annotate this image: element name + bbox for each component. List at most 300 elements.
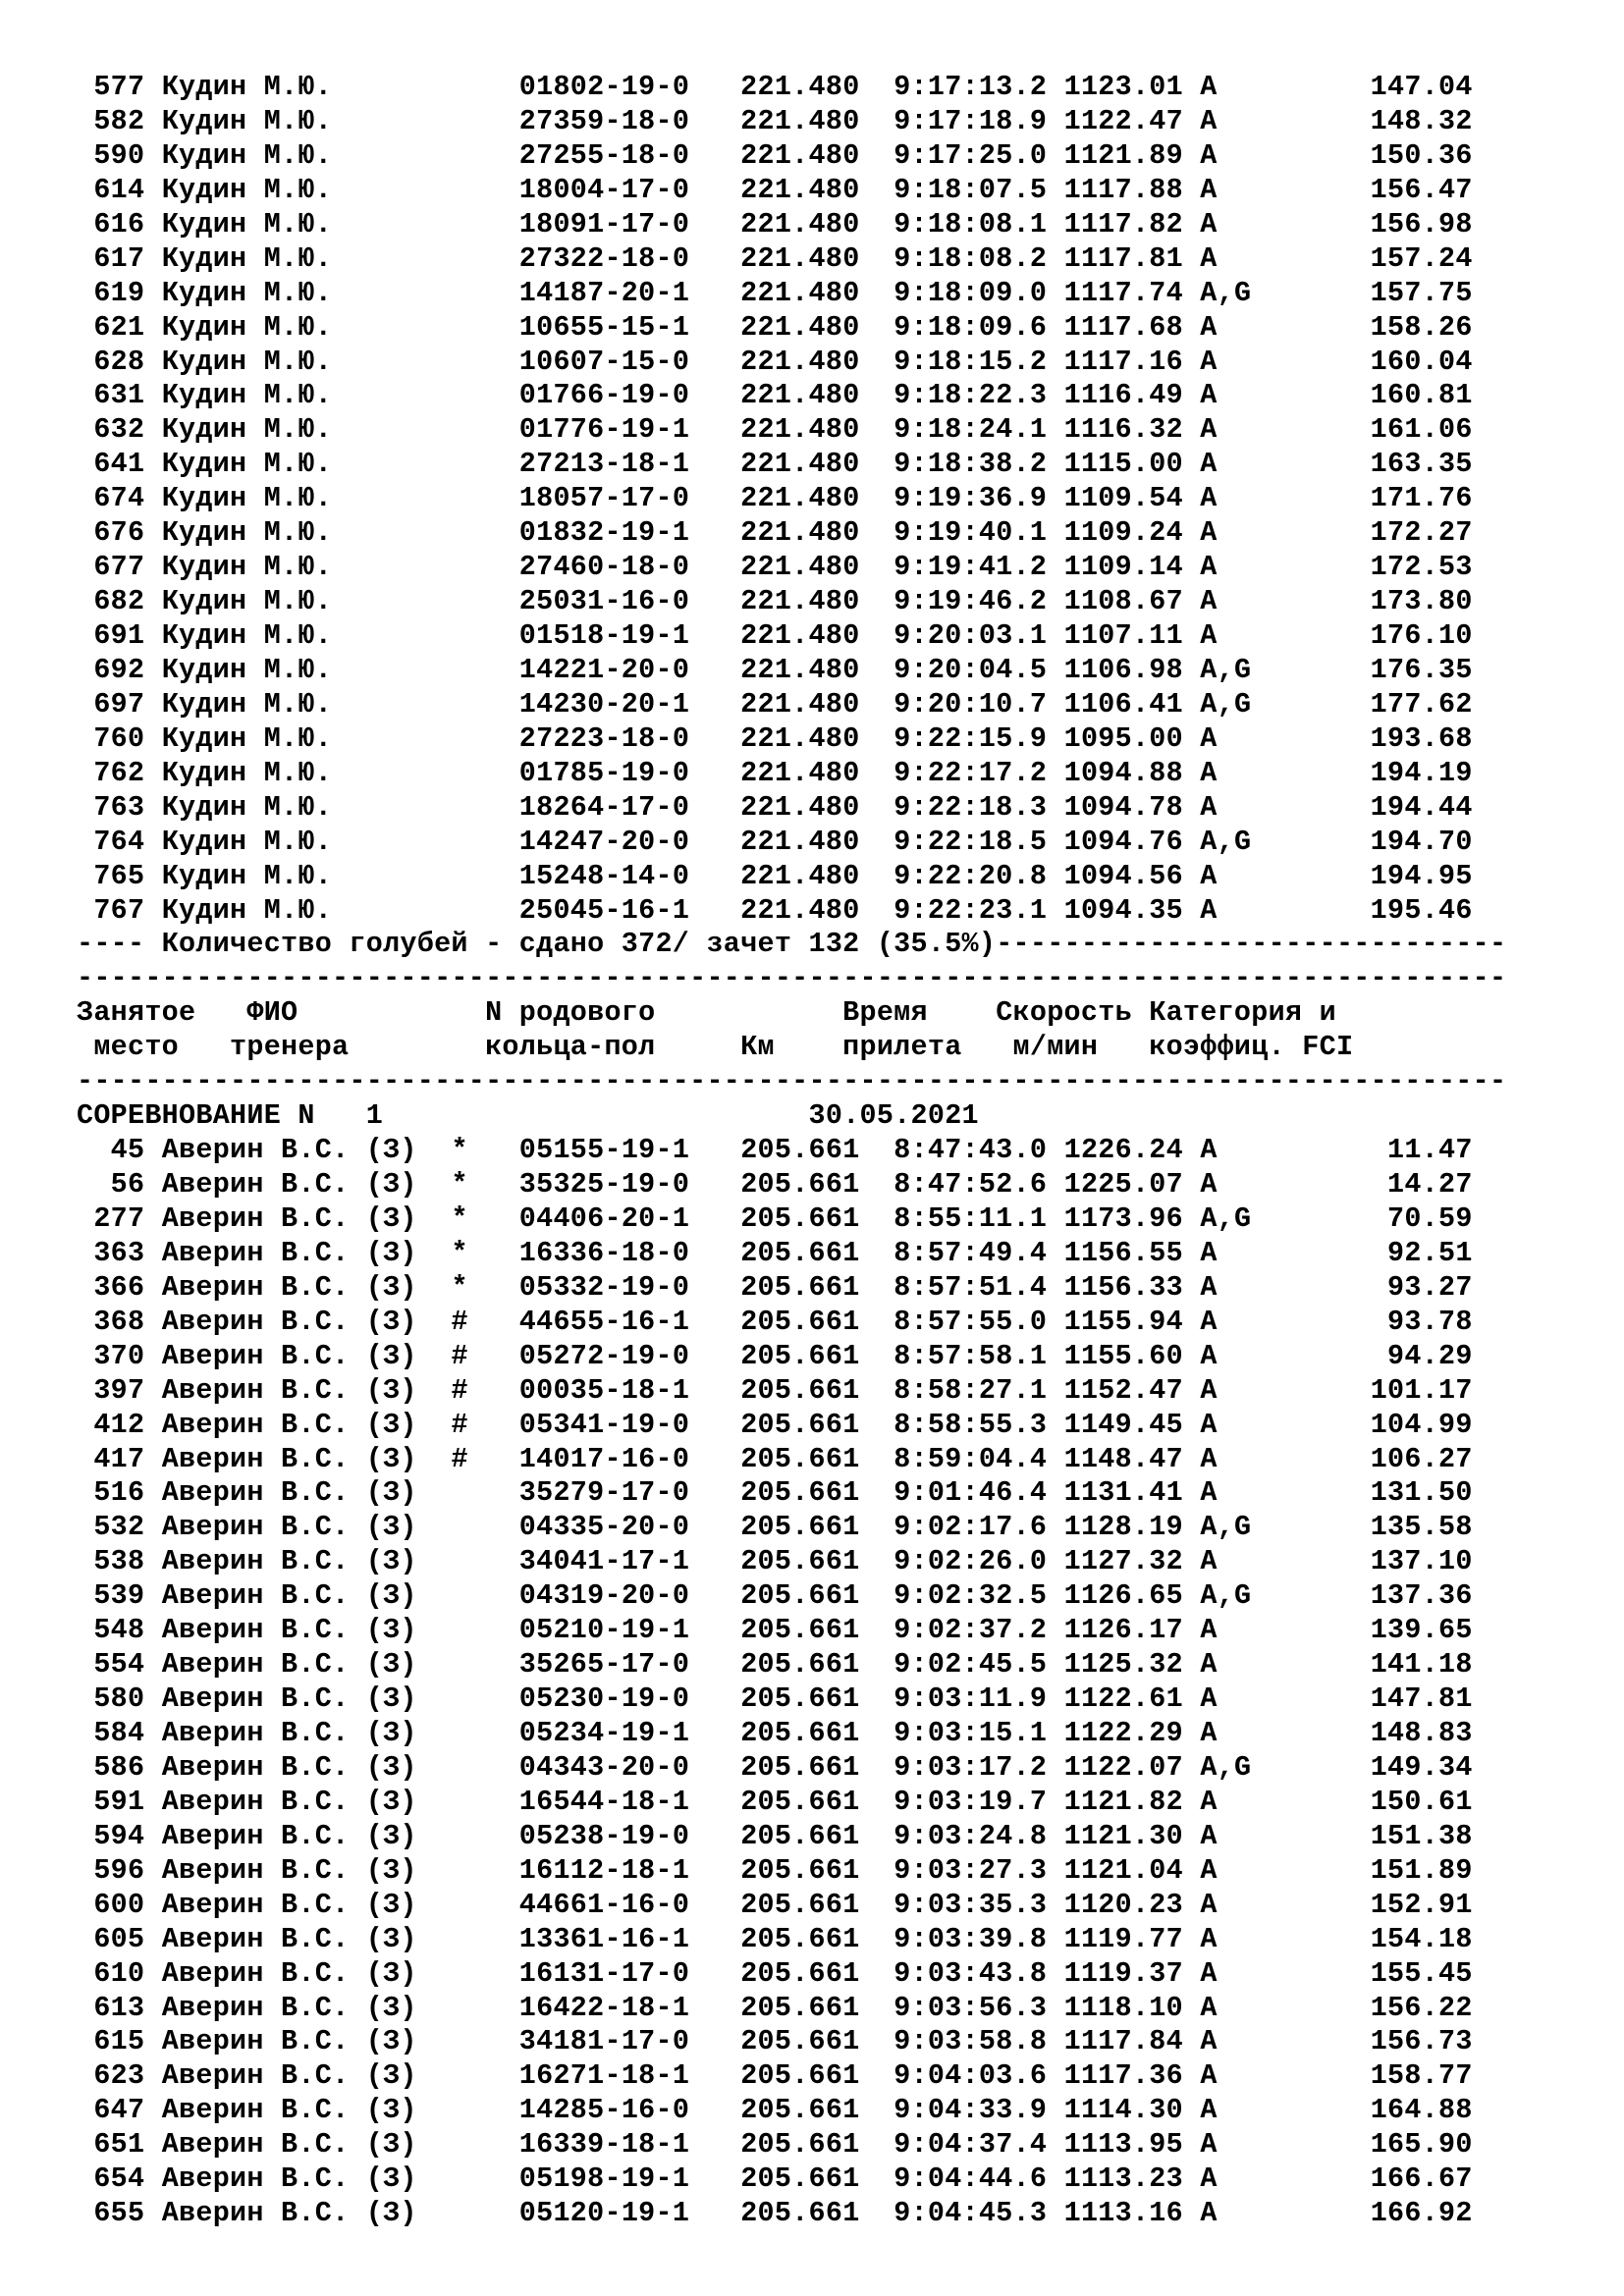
trainer-cell: Аверин В.С. (З) [144,1648,452,1682]
time-cell: 9:20:10.7 [859,687,1048,721]
trainer-cell: Кудин М.Ю. [144,551,519,584]
fci-cell: 165.90 [1268,2128,1473,2162]
table-row [77,1992,1549,2026]
fci-cell: 161.06 [1268,413,1473,447]
speed-cell: 1149.45 [1047,1408,1183,1441]
mark-cell [451,1957,518,1990]
category-cell: A [1182,1408,1269,1441]
speed-cell: 1106.98 [1047,653,1183,686]
category-cell: A,G [1182,1579,1269,1613]
place-cell: 674 [77,482,145,515]
place-cell: 654 [77,2163,145,2196]
ring-cell: 14187-20-1 [518,276,741,309]
category-cell: A [1182,859,1269,892]
fci-cell: 156.22 [1268,1991,1473,2024]
category-cell: A [1182,1956,1269,1990]
distance-cell: 221.480 [740,276,860,309]
category-cell: A,G [1182,1201,1269,1235]
speed-cell: 1122.47 [1047,104,1183,137]
distance-cell: 205.661 [740,1168,860,1201]
speed-cell: 1156.55 [1047,1236,1183,1269]
mark-cell [451,1889,518,1921]
place-cell: 56 [77,1168,145,1201]
trainer-cell: Кудин М.Ю. [144,448,519,481]
distance-cell: 221.480 [740,71,860,103]
distance-cell: 221.480 [740,345,860,378]
distance-cell: 205.661 [740,1545,860,1578]
time-cell: 9:20:04.5 [859,653,1048,686]
place-cell: 641 [77,448,145,481]
trainer-cell: Кудин М.Ю. [144,893,519,927]
place-cell: 586 [77,1750,145,1784]
mark-cell [451,2163,518,2195]
ring-cell: 27359-18-0 [518,104,741,137]
table-row [77,1237,1549,1271]
distance-cell: 221.480 [740,790,860,824]
trainer-cell: Кудин М.Ю. [144,241,519,275]
speed-cell: 1122.61 [1047,1682,1183,1716]
table-row [77,1682,1549,1717]
distance-cell: 221.480 [740,104,860,137]
speed-cell: 1122.07 [1047,1750,1183,1784]
distance-cell: 205.661 [740,1201,860,1235]
ring-cell: 01766-19-0 [518,379,741,412]
speed-cell: 1107.11 [1047,619,1183,652]
speed-cell: 1225.07 [1047,1168,1183,1201]
trainer-cell: Аверин В.С. (З) [144,1236,452,1269]
table-row [77,619,1549,654]
table-row [77,826,1549,860]
speed-cell: 1121.89 [1047,138,1183,172]
mark-cell [451,2025,518,2057]
place-cell: 760 [77,721,145,755]
fci-cell: 194.70 [1268,825,1473,858]
table-row [77,1511,1549,1545]
time-cell: 9:02:17.6 [859,1511,1048,1544]
table-row [77,277,1549,311]
fci-cell: 150.61 [1268,1785,1473,1818]
table-row [77,482,1549,516]
place-cell: 619 [77,276,145,309]
mark-cell: # [451,1408,519,1441]
mark-cell: * [451,1270,519,1304]
distance-cell: 205.661 [740,1888,860,1921]
category-cell: A [1182,448,1269,481]
trainer-cell: Аверин В.С. (З) [144,2163,452,2196]
mark-cell [451,1682,518,1715]
category-cell: A [1182,1682,1269,1716]
distance-cell: 221.480 [740,859,860,892]
category-cell: A [1182,1888,1269,1921]
mark-cell [451,1545,518,1577]
trainer-cell: Аверин В.С. (З) [144,1305,452,1338]
category-cell: A,G [1182,687,1269,721]
table-row [77,1889,1549,1923]
category-cell: A,G [1182,276,1269,309]
time-cell: 9:03:19.7 [859,1785,1048,1818]
place-cell: 363 [77,1236,145,1269]
trainer-cell: Кудин М.Ю. [144,310,519,344]
fci-cell: 106.27 [1268,1442,1473,1475]
trainer-cell: Кудин М.Ю. [144,138,519,172]
place-cell: 628 [77,345,145,378]
mark-cell [451,1820,518,1852]
distance-cell: 205.661 [740,1305,860,1338]
trainer-cell: Аверин В.С. (З) [144,2094,452,2127]
table-row [77,722,1549,757]
time-cell: 9:03:15.1 [859,1717,1048,1749]
category-cell: A [1182,379,1269,412]
time-cell: 9:03:43.8 [859,1956,1048,1990]
speed-cell: 1116.32 [1047,413,1183,447]
time-cell: 9:18:22.3 [859,379,1048,412]
ring-cell: 27322-18-0 [518,241,741,275]
speed-cell: 1119.37 [1047,1956,1183,1990]
fci-cell: 176.35 [1268,653,1473,686]
divider-line: ------------------------------------------------------------------------------------ [77,962,1507,995]
distance-cell: 205.661 [740,1922,860,1955]
ring-cell: 05332-19-0 [518,1270,741,1304]
distance-cell: 221.480 [740,893,860,927]
gap [383,1099,808,1132]
table-row [77,1409,1549,1443]
speed-cell: 1123.01 [1047,71,1183,103]
place-cell: 763 [77,790,145,824]
fci-cell: 156.47 [1268,173,1473,206]
bottom-results-table [77,1134,1549,2231]
ring-cell: 35265-17-0 [518,1648,741,1682]
mark-cell [451,1648,518,1681]
place-cell: 647 [77,2094,145,2127]
table-row [77,1202,1549,1237]
place-cell: 580 [77,1682,145,1716]
category-cell: A [1182,138,1269,172]
table-row [77,139,1549,174]
ring-cell: 18264-17-0 [518,790,741,824]
ring-cell: 04406-20-1 [518,1201,741,1235]
table-row [77,1340,1549,1374]
place-cell: 277 [77,1201,145,1235]
trainer-cell: Кудин М.Ю. [144,585,519,618]
distance-cell: 221.480 [740,551,860,584]
ring-cell: 14221-20-0 [518,653,741,686]
place-cell: 516 [77,1476,145,1510]
category-cell: A [1182,1476,1269,1510]
time-cell: 9:04:45.3 [859,2197,1048,2230]
category-cell: A [1182,721,1269,755]
table-row [77,1374,1549,1409]
place-cell: 764 [77,825,145,858]
time-cell: 8:58:27.1 [859,1373,1048,1407]
distance-cell: 205.661 [740,1717,860,1749]
fci-cell: 163.35 [1268,448,1473,481]
time-cell: 9:22:15.9 [859,721,1048,755]
category-cell: A [1182,1442,1269,1475]
fci-cell: 104.99 [1268,1408,1473,1441]
fci-cell: 11.47 [1268,1134,1473,1167]
category-cell: A [1182,1373,1269,1407]
distance-cell: 221.480 [740,241,860,275]
fci-cell: 154.18 [1268,1922,1473,1955]
time-cell: 8:47:52.6 [859,1168,1048,1201]
time-cell: 9:04:37.4 [859,2128,1048,2162]
speed-cell: 1109.24 [1047,516,1183,550]
ring-cell: 05238-19-0 [518,1819,741,1852]
fci-cell: 135.58 [1268,1511,1473,1544]
category-cell: A [1182,482,1269,515]
distance-cell: 205.661 [740,1511,860,1544]
distance-cell: 205.661 [740,1408,860,1441]
table-row [77,1820,1549,1854]
fci-cell: 171.76 [1268,482,1473,515]
mark-cell [451,2059,518,2092]
ring-cell: 25031-16-0 [518,585,741,618]
mark-cell: # [451,1339,519,1372]
category-cell: A [1182,756,1269,789]
distance-cell: 205.661 [740,2163,860,2196]
top-results-table [77,71,1549,928]
speed-cell: 1127.32 [1047,1545,1183,1578]
category-cell: A [1182,619,1269,652]
time-cell: 9:17:18.9 [859,104,1048,137]
ring-cell: 16131-17-0 [518,1956,741,1990]
trainer-cell: Кудин М.Ю. [144,276,519,309]
speed-cell: 1116.49 [1047,379,1183,412]
time-cell: 9:18:09.6 [859,310,1048,344]
distance-cell: 205.661 [740,1956,860,1990]
time-cell: 8:57:58.1 [859,1339,1048,1372]
time-cell: 9:04:33.9 [859,2094,1048,2127]
fci-cell: 193.68 [1268,721,1473,755]
table-row [77,2094,1549,2128]
mark-cell: # [451,1305,519,1338]
distance-cell: 205.661 [740,1648,860,1682]
speed-cell: 1094.56 [1047,859,1183,892]
ring-cell: 18004-17-0 [518,173,741,206]
trainer-cell: Кудин М.Ю. [144,345,519,378]
trainer-cell: Аверин В.С. (З) [144,1168,452,1201]
place-cell: 682 [77,585,145,618]
time-cell: 9:18:38.2 [859,448,1048,481]
mark-cell [451,1476,518,1509]
place-cell: 613 [77,1991,145,2024]
competition-line [77,1099,1549,1134]
trainer-cell: Кудин М.Ю. [144,756,519,789]
time-cell: 8:55:11.1 [859,1201,1048,1235]
category-cell: A [1182,1922,1269,1955]
category-cell: A [1182,1270,1269,1304]
distance-cell: 205.661 [740,1991,860,2024]
fci-cell: 92.51 [1268,1236,1473,1269]
place-cell: 412 [77,1408,145,1441]
trainer-cell: Аверин В.С. (З) [144,1442,452,1475]
mark-cell [451,1511,518,1543]
trainer-cell: Кудин М.Ю. [144,653,519,686]
mark-cell [451,2094,518,2126]
ring-cell: 16422-18-1 [518,1991,741,2024]
mark-cell [451,1717,518,1749]
fci-cell: 158.77 [1268,2059,1473,2093]
place-cell: 548 [77,1614,145,1647]
fci-cell: 157.75 [1268,276,1473,309]
category-cell: A [1182,516,1269,550]
place-cell: 554 [77,1648,145,1682]
ring-cell: 05234-19-1 [518,1717,741,1749]
fci-cell: 151.38 [1268,1819,1473,1852]
table-row [77,311,1549,346]
trainer-cell: Аверин В.С. (З) [144,1785,452,1818]
ring-cell: 10655-15-1 [518,310,741,344]
speed-cell: 1106.41 [1047,687,1183,721]
distance-cell: 221.480 [740,721,860,755]
distance-cell: 221.480 [740,825,860,858]
fci-cell: 147.81 [1268,1682,1473,1716]
time-cell: 9:18:07.5 [859,173,1048,206]
table-row [77,1306,1549,1340]
distance-cell: 205.661 [740,1373,860,1407]
table-row [77,516,1549,551]
place-cell: 591 [77,1785,145,1818]
time-cell: 8:57:49.4 [859,1236,1048,1269]
place-cell: 697 [77,687,145,721]
category-cell: A [1182,1168,1269,1201]
time-cell: 9:22:20.8 [859,859,1048,892]
place-cell: 584 [77,1717,145,1749]
ring-cell: 01785-19-0 [518,756,741,789]
speed-cell: 1118.10 [1047,1991,1183,2024]
competition-date: 30.05.2021 [808,1099,979,1133]
trainer-cell: Аверин В.С. (З) [144,1373,452,1407]
place-cell: 577 [77,71,145,103]
fci-cell: 156.98 [1268,207,1473,240]
category-cell: A [1182,1305,1269,1338]
time-cell: 9:18:08.2 [859,241,1048,275]
category-cell: A [1182,1236,1269,1269]
fci-cell: 160.04 [1268,345,1473,378]
place-cell: 631 [77,379,145,412]
speed-cell: 1094.35 [1047,893,1183,927]
ring-cell: 05210-19-1 [518,1614,741,1647]
speed-cell: 1121.04 [1047,1853,1183,1887]
trainer-cell: Аверин В.С. (З) [144,1853,452,1887]
ring-cell: 16336-18-0 [518,1236,741,1269]
table-row [77,208,1549,242]
ring-cell: 16544-18-1 [518,1785,741,1818]
place-cell: 677 [77,551,145,584]
fci-cell: 172.53 [1268,551,1473,584]
place-cell: 767 [77,893,145,927]
distance-cell: 205.661 [740,2025,860,2058]
table-row [77,551,1549,585]
mark-cell: * [451,1168,519,1201]
distance-cell: 221.480 [740,138,860,172]
ring-cell: 14285-16-0 [518,2094,741,2127]
time-cell: 9:03:27.3 [859,1853,1048,1887]
place-cell: 596 [77,1853,145,1887]
category-cell: A [1182,345,1269,378]
speed-cell: 1131.41 [1047,1476,1183,1510]
distance-cell: 221.480 [740,379,860,412]
trainer-cell: Аверин В.С. (З) [144,1922,452,1955]
distance-cell: 205.661 [740,1442,860,1475]
table-row [77,1168,1549,1202]
trainer-cell: Аверин В.С. (З) [144,1408,452,1441]
time-cell: 9:22:18.5 [859,825,1048,858]
trainer-cell: Кудин М.Ю. [144,482,519,515]
trainer-cell: Аверин В.С. (З) [144,1991,452,2024]
place-cell: 605 [77,1922,145,1955]
fci-cell: 160.81 [1268,379,1473,412]
fci-cell: 155.45 [1268,1956,1473,1990]
time-cell: 8:47:43.0 [859,1134,1048,1167]
time-cell: 9:22:23.1 [859,893,1048,927]
distance-cell: 205.661 [740,2197,860,2230]
ring-cell: 14017-16-0 [518,1442,741,1475]
ring-cell: 18091-17-0 [518,207,741,240]
speed-cell: 1094.88 [1047,756,1183,789]
speed-cell: 1121.30 [1047,1819,1183,1852]
ring-cell: 01832-19-1 [518,516,741,550]
time-cell: 9:03:35.3 [859,1888,1048,1921]
ring-cell: 05341-19-0 [518,1408,741,1441]
speed-cell: 1126.65 [1047,1579,1183,1613]
mark-cell [451,1579,518,1612]
category-cell: A [1182,1134,1269,1167]
ring-cell: 05120-19-1 [518,2197,741,2230]
ring-cell: 35279-17-0 [518,1476,741,1510]
speed-cell: 1148.47 [1047,1442,1183,1475]
trainer-cell: Аверин В.С. (З) [144,2128,452,2162]
ring-cell: 18057-17-0 [518,482,741,515]
competition-label: СОРЕВНОВАНИЕ N 1 [77,1099,384,1133]
category-cell: A [1182,1853,1269,1887]
time-cell: 8:57:55.0 [859,1305,1048,1338]
trainer-cell: Аверин В.С. (З) [144,1511,452,1544]
time-cell: 9:19:46.2 [859,585,1048,618]
table-row [77,2025,1549,2059]
ring-cell: 05272-19-0 [518,1339,741,1372]
trainer-cell: Аверин В.С. (З) [144,1579,452,1613]
table-row [77,1579,1549,1614]
category-cell: A [1182,790,1269,824]
speed-cell: 1117.81 [1047,241,1183,275]
distance-cell: 221.480 [740,207,860,240]
ring-cell: 13361-16-1 [518,1922,741,1955]
time-cell: 9:03:58.8 [859,2025,1048,2058]
fci-cell: 137.36 [1268,1579,1473,1613]
speed-cell: 1115.00 [1047,448,1183,481]
divider-line: ------------------------------------------------------------------------------------ [77,1065,1507,1098]
category-cell: A,G [1182,1511,1269,1544]
distance-cell: 205.661 [740,1270,860,1304]
distance-cell: 205.661 [740,1579,860,1613]
ring-cell: 04319-20-0 [518,1579,741,1613]
summary-line: ---- Количество голубей - сдано 372/ зачет 132 (35.5%)------------------------------ [77,928,1507,961]
fci-cell: 139.65 [1268,1614,1473,1647]
trainer-cell: Аверин В.С. (З) [144,1339,452,1372]
place-cell: 610 [77,1956,145,1990]
category-cell: A [1182,104,1269,137]
table-row [77,791,1549,826]
distance-cell: 221.480 [740,619,860,652]
trainer-cell: Кудин М.Ю. [144,721,519,755]
place-cell: 600 [77,1888,145,1921]
time-cell: 9:22:17.2 [859,756,1048,789]
place-cell: 45 [77,1134,145,1167]
results-document [77,71,1549,2231]
speed-cell: 1155.60 [1047,1339,1183,1372]
place-cell: 590 [77,138,145,172]
